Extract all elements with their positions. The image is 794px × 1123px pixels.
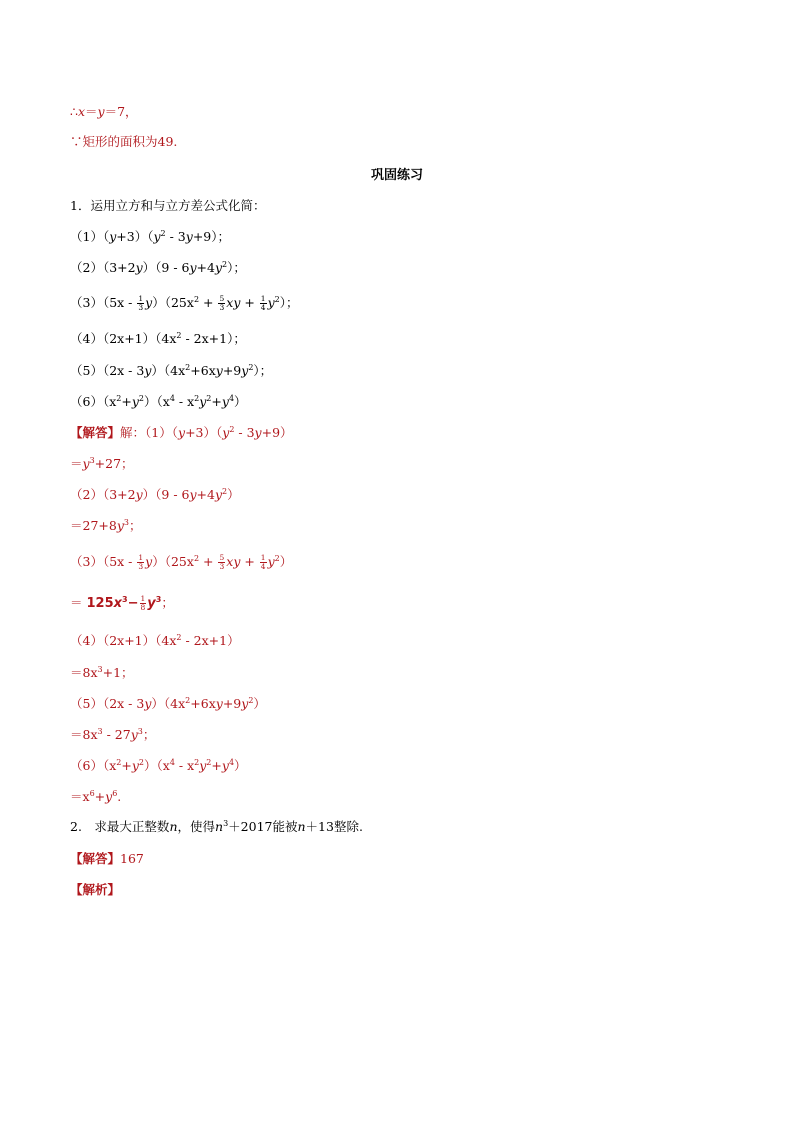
answer-a2-line: $(2)(3+2y)(9 - 6y+4y^2)$ [70, 487, 240, 502]
answer-tag: 【解答】 [70, 425, 121, 440]
fraction: $\frac{1}{8}$ [140, 594, 146, 612]
q1-item-5: $(5)(2x - 3y)(4x^2+6xy+9y^2)$； [70, 363, 273, 378]
answer-a1-result: $=y^3+27$； [70, 456, 134, 471]
q2-analysis-tag: 【解析】 [70, 882, 121, 897]
question-1-prompt: 1．运用立方和与立方差公式化简： [70, 198, 266, 213]
fraction: $\frac{1}{4}$ [260, 294, 266, 312]
fraction: $\frac{1}{3}$ [138, 294, 144, 312]
answer-a4-result: $=8x^3+1$； [70, 665, 134, 680]
answer-tag: 【解答】 [70, 851, 121, 866]
section-title: 巩固练习 [370, 168, 423, 183]
question-2-prompt: 2. 求最大正整数n，使得$n^3+2017$能被n＋13整除. [70, 819, 363, 834]
answer-a4-line: $(4)(2x+1)(4x^2 - 2x+1)$ [70, 633, 240, 648]
q2-answer: 【解答】167 [70, 851, 144, 866]
q1-item-3: （3）（5x - $\frac{1}{3}$ $y)(25x^2$ + $\frac{5}{3}$ xy + $\frac{1}{4}$ $y^2$）； [70, 294, 299, 312]
fraction: $\frac{5}{3}$ [219, 553, 225, 571]
derivation-line-1: ∴x＝y＝7， [70, 104, 138, 119]
answer-a2-result: $=27+8y^3$； [70, 518, 142, 533]
fraction: $\frac{1}{4}$ [260, 553, 266, 571]
q1-item-1: $(1)(y+3)(y^2 - 3y+9)$； [70, 229, 230, 244]
fraction: $\frac{5}{3}$ [219, 294, 225, 312]
q1-item-6: $(6)(x^2+y^2)(x^4 - x^2y^2+y^4)$ [70, 394, 247, 409]
answer-a5-line: $(5)(2x - 3y)(4x^2+6xy+9y^2)$ [70, 696, 266, 711]
q1-item-2: $(2)(3+2y)(9 - 6y+4y^2)$； [70, 260, 246, 275]
q1-item-4: $(4)(2x+1)(4x^2 - 2x+1)$； [70, 331, 246, 346]
fraction: $\frac{1}{3}$ [138, 553, 144, 571]
answer-a1-line: 【解答】解：$(1)(y+3)(y^2 - 3y+9)$ [70, 425, 293, 440]
derivation-line-2: ∵矩形的面积为49. [70, 134, 178, 149]
answer-a6-result: $=x^6+y^6$. [70, 789, 122, 804]
answer-a5-result: $=8x^3 - 27y^3$； [70, 727, 156, 742]
answer-a3-result: ＝ $125x^3-$ $\frac{1}{8}$ $y^3$； [70, 594, 174, 612]
answer-a3-line: （3）（5x - $\frac{1}{3}$ $y)(25x^2$ + $\frac{5}{3}$ xy + $\frac{1}{4}$ $y^2$） [70, 553, 293, 571]
answer-a6-line: $(6)(x^2+y^2)(x^4 - x^2y^2+y^4)$ [70, 758, 247, 773]
